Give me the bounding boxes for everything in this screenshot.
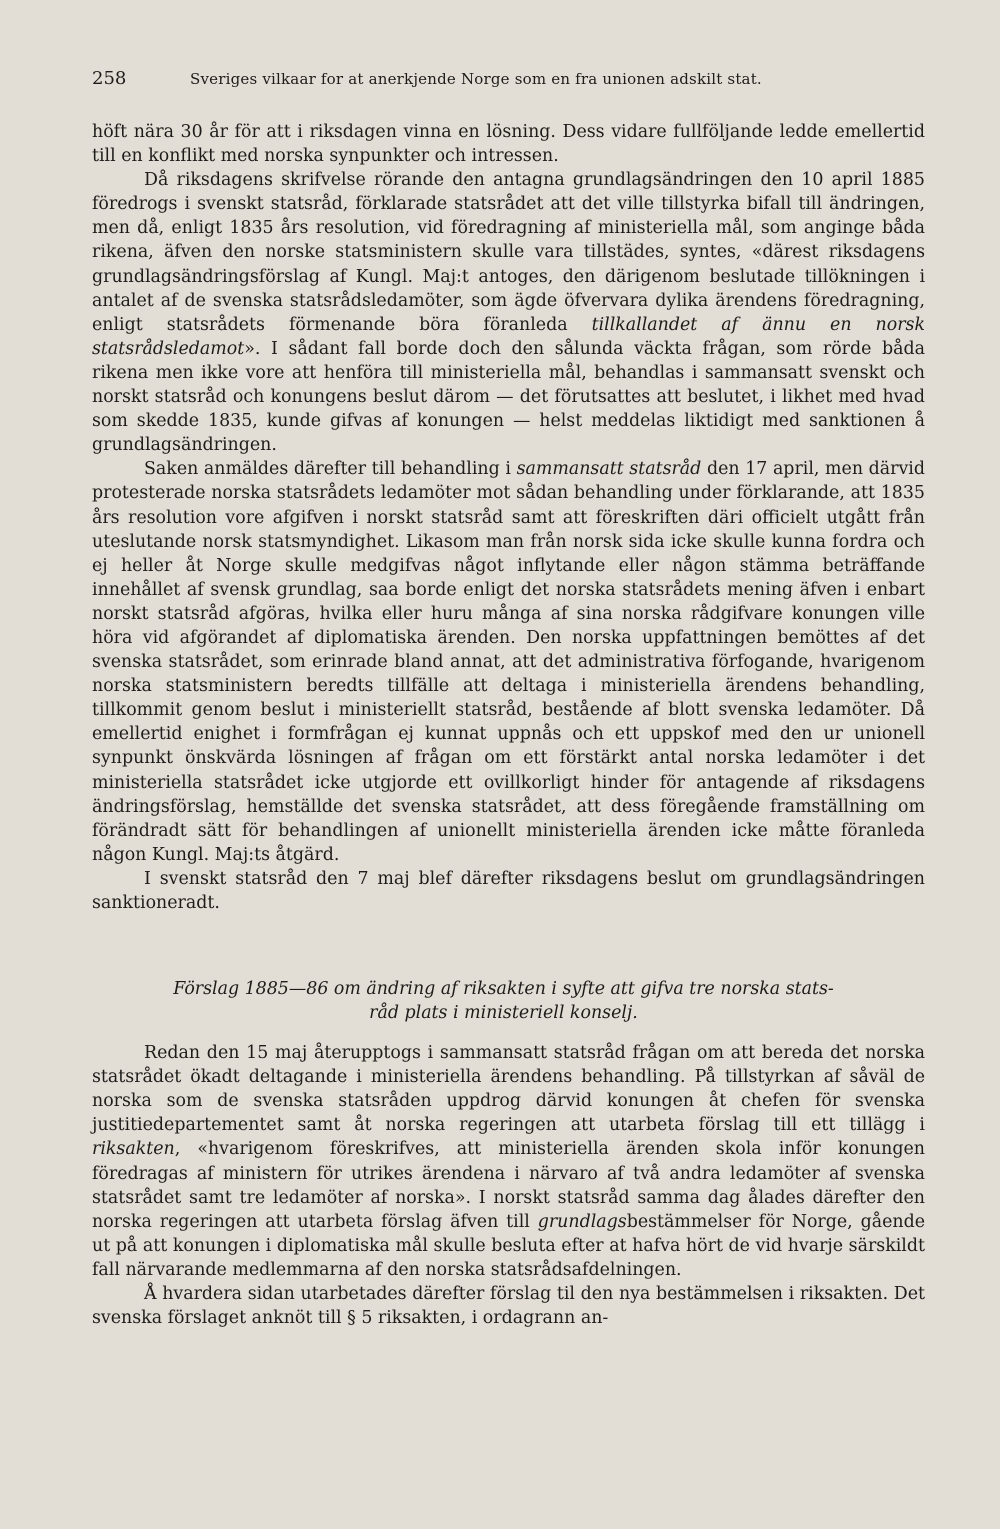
text-run: I svenskt statsråd den 7 maj blef därefter riksdagens beslut om grundlagsändringen sanktioneradt. [92, 868, 925, 913]
paragraph-block [92, 1041, 925, 1330]
body-text [92, 120, 925, 1330]
paragraph-block [92, 120, 925, 915]
text-run: den 17 april, men därvid protesterade norska statsrådets ledamöter mot sådan behandling under förklarande, att 1835 års resolution vore afgifven i norskt statsråd samt att föreskriften däri officielt utgått från uteslutande norsk statsmyndighet. Likasom man från norsk sida icke skulle kunna fordra och ej heller åt Norge skulle medgifvas något inflytande eller någon stämma beträffande innehållet af svensk grundlag, saa borde enligt det norska statsrådets mening äfven i enbart norskt statsråd afgöras, hvilka eller huru många af sina norska rådgifvare konungen ville höra vid afgörandet af diplomatiska ärenden. Den norska uppfattningen bemöttes af det svenska statsrådet, som erinrade bland annat, att det administrativa förfogande, hvarigenom norska statsministern beredts tillfälle att deltaga i ministeriella ärendens behandling, tillkommit genom beslut i ministeriellt statsråd, bestående af blott svenska ledamöter. Då emellertid enighet i formfrågan ej kunnat uppnås och ett uppskof med den ur unionell synpunkt önskvärda lösningen af frågan om ett förstärkt antal norska ledamöter i det ministeriella statsrådet icke utgjorde ett ovillkorligt hinder för antagende af riksdagens ändringsförslag, hemställde det svenska statsrådet, att dess föregående framställning om förändradt sätt för behandlingen af unionellt ministeriella ärenden icke måtte föranleda någon Kungl. Maj:ts åtgärd. [92, 459, 925, 865]
section-heading-line-2: råd plats i ministeriell konselj. [369, 1003, 638, 1024]
paragraph [92, 1041, 925, 1282]
paragraph [92, 1282, 925, 1330]
paragraph [92, 867, 925, 915]
paragraph [92, 120, 925, 168]
italic-phrase: riksakten [92, 1139, 175, 1160]
italic-phrase: sammansatt statsråd [516, 459, 702, 480]
text-run: , «hvarigenom föreskrifves, att ministeriella ärenden skola inför konungen föredragas af ministern för utrikes ärendena i närvaro af två andra ledamöter af svenska statsrådet samt tre ledamöter af norska». I norskt statsråd samma dag ålades därefter den norska regeringen att utarbeta förslag äfven till [92, 1139, 925, 1232]
paragraph [92, 457, 925, 867]
section-heading-line-1: Förslag 1885—86 om ändring af riksakten i syfte att gifva tre norska stats- [173, 979, 834, 1000]
text-run: Då riksdagens skrifvelse rörande den antagna grundlagsändringen den 10 april 1885 föredrogs i svenskt statsråd, förklarade statsrådet att det ville tillstyrka bifall till ändringen, men då, enligt 1835 års resolution, vid föredragning af ministeriella mål, som anginge båda rikena, äfven den norske statsministern skulle vara tillstädes, syntes, «därest riksdagens grundlagsändringsförslag af Kungl. Maj:t antoges, den därigenom beslutade tillökningen i antalet af de svenska statsrådsledamöter, som ägde öfvervara dylika ärendens föredragning, enligt statsrådets förmenande böra föranleda [92, 170, 925, 335]
running-title: Sveriges vilkaar for at anerkjende Norge som en fra unionen adskilt stat. [190, 70, 762, 88]
text-run: ». I sådant fall borde doch den sålunda väckta frågan, som rörde båda rikena men ikke vore att henföra till ministeriella mål, behandlas i sammansatt svenskt och norskt statsråd och konungens beslut därom — det förutsattes att beslutet, i likhet med hvad som skedde 1835, kunde gifvas af konungen — helst meddelas liktidigt med sanktionen å grundlagsändringen. [92, 338, 925, 456]
text-run: Saken anmäldes därefter till behandling i [144, 459, 517, 480]
section-heading [92, 977, 915, 1025]
text-run: Redan den 15 maj återupptogs i sammansatt statsråd frågan om att bereda det norska statsrådet ökadt deltagande i ministeriella ärendens behandling. På tillstyrkan af såväl de norska som de svenska statsråden uppdrog därvid konungen åt chefen för svenska justitiedepartementet samt åt norska regeringen att utarbeta förslag till ett tillägg i [92, 1043, 925, 1136]
paragraph [92, 168, 925, 457]
italic-phrase: grundlags [537, 1211, 627, 1232]
page-number: 258 [92, 68, 127, 89]
italic-phrase: tillkallandet af ännu en norsk statsrådsledamot [92, 314, 925, 359]
text-run: höft nära 30 år för att i riksdagen vinna en lösning. Dess vidare fullföljande ledde emellertid till en konflikt med norska synpunkter och intressen. [92, 122, 925, 167]
text-run: Å hvardera sidan utarbetades därefter förslag til den nya bestämmelsen i riksakten. Det svenska förslaget anknöt till § 5 riksakten, i ordagrann an- [92, 1284, 925, 1329]
text-run: bestämmelser för Norge, gående ut på att konungen i diplomatiska mål skulle besluta efter at hafva hört de vid hvarje särskildt fall närvarande medlemmarna af den norska statsrådsafdelningen. [92, 1211, 925, 1280]
running-header [92, 68, 925, 98]
